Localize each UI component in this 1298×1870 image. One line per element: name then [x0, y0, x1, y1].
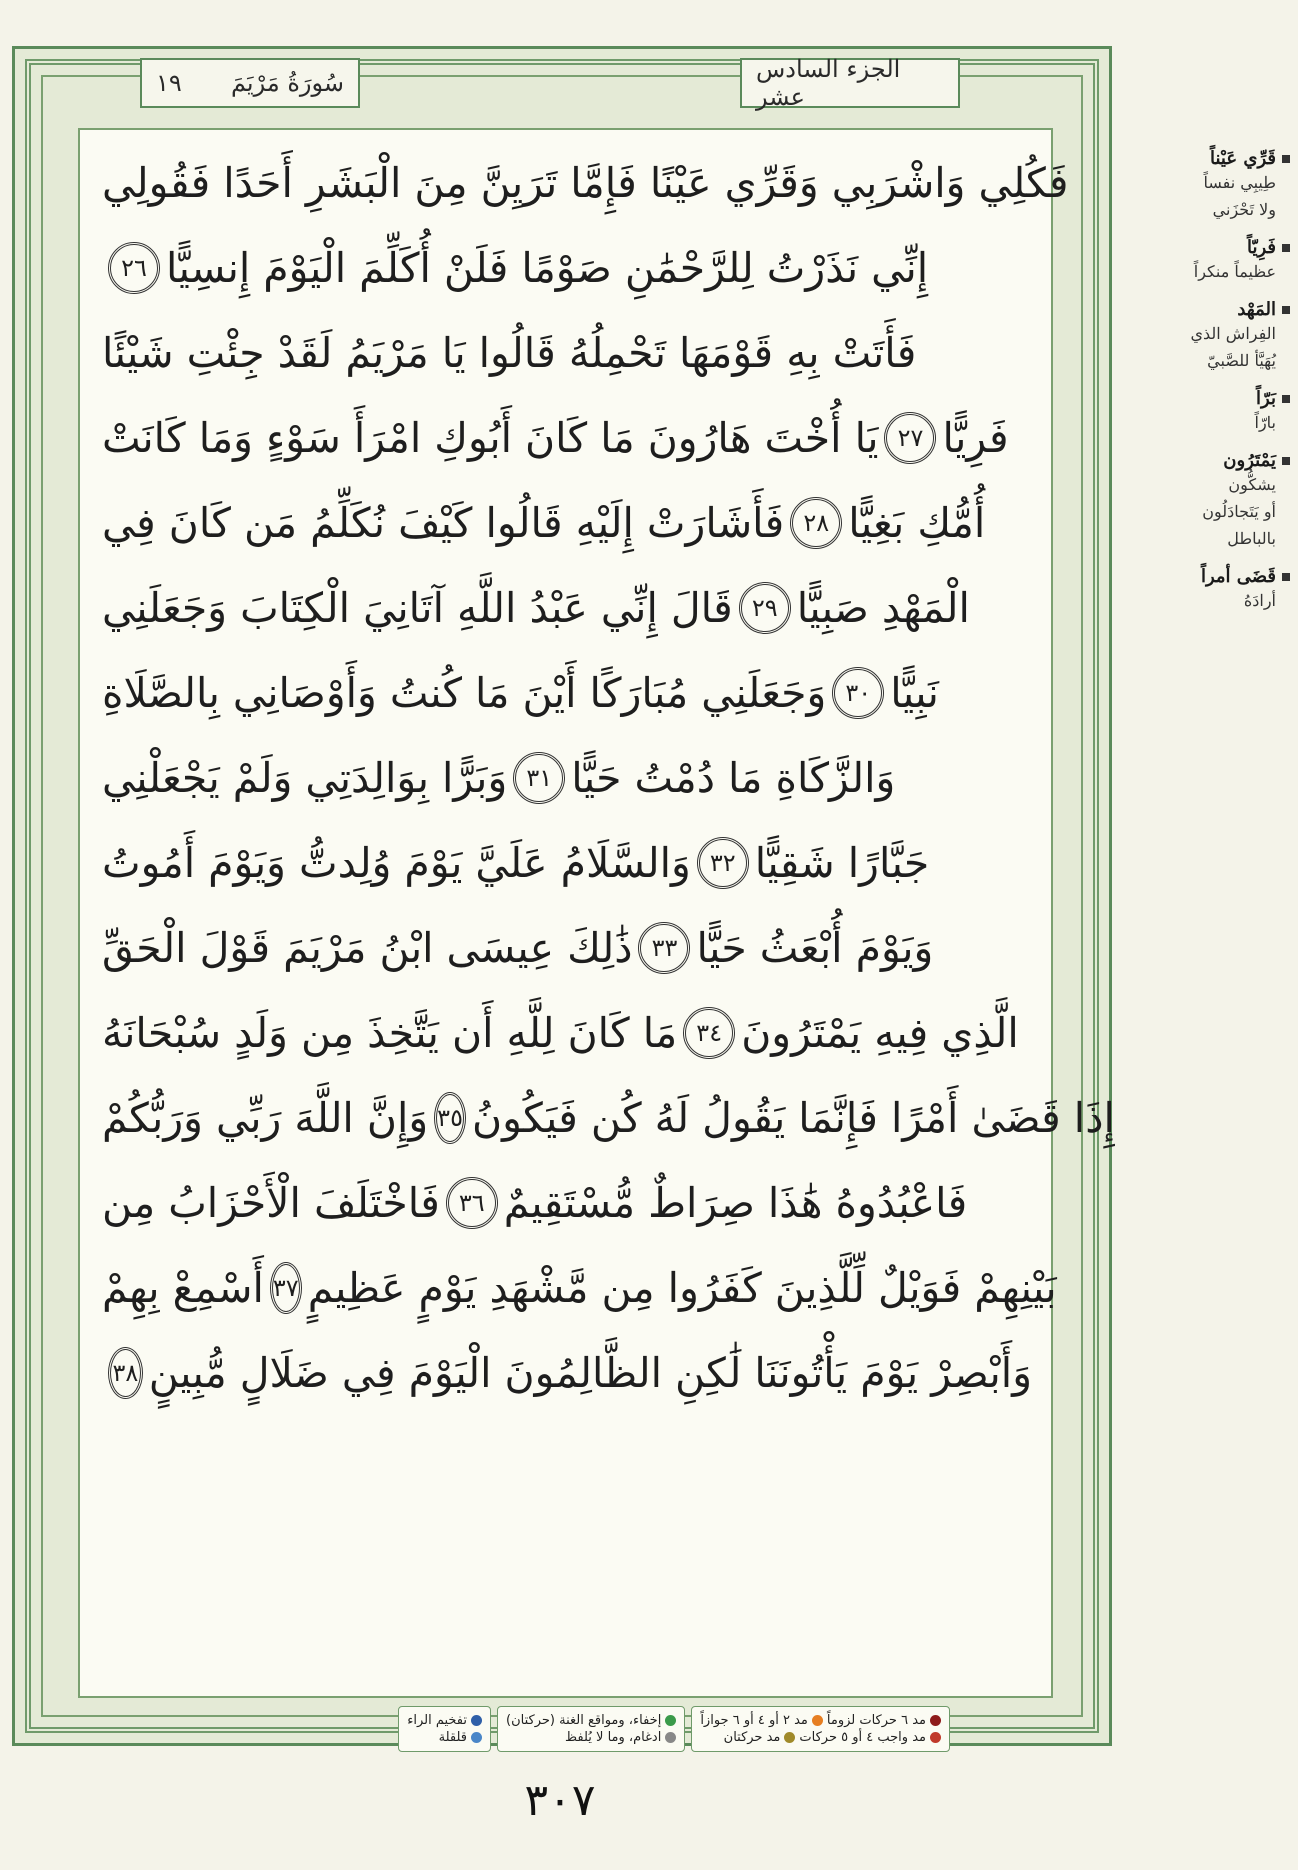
ayah-marker: ٢٨ — [790, 497, 842, 549]
verse-text: فَاعْبُدُوهُ هَٰذَا صِرَاطٌ مُّسْتَقِيمٌ — [503, 1178, 968, 1227]
glossary-word: قَضَى أمراً — [1200, 566, 1276, 587]
verse-line — [102, 990, 1032, 1075]
verse-text: وَيَوْمَ أُبْعَثُ حَيًّا — [696, 923, 934, 972]
ayah-marker: ٢٩ — [739, 582, 791, 634]
glossary-sidebar — [1130, 148, 1290, 628]
glossary-word: المَهْد — [1237, 299, 1276, 320]
verse-text: فَاخْتَلَفَ الْأَحْزَابُ مِن — [102, 1178, 440, 1227]
verse-text: مَا كَانَ لِلَّهِ أَن يَتَّخِذَ مِن وَلَدٍ سُبْحَانَهُ — [102, 1008, 678, 1057]
legend-color-dot — [930, 1715, 941, 1726]
glossary-entry — [1130, 237, 1290, 285]
legend-item — [506, 1713, 676, 1728]
bullet-icon — [1282, 573, 1290, 581]
verse-text: يَا أُخْتَ هَارُونَ مَا كَانَ أَبُوكِ امْرَأَ سَوْءٍ وَمَا كَانَتْ — [102, 413, 879, 462]
verse-text: فَأَشَارَتْ إِلَيْهِ قَالُوا كَيْفَ نُكَلِّمُ مَن كَانَ فِي — [102, 498, 785, 547]
glossary-entry — [1130, 566, 1290, 614]
verse-text: وَإِنَّ اللَّهَ رَبِّي وَرَبُّكُمْ — [102, 1093, 429, 1142]
verse-text: وَالسَّلَامُ عَلَيَّ يَوْمَ وُلِدتُّ وَيَوْمَ أَمُوتُ — [102, 838, 691, 887]
legend-label: مد ٦ حركات لزوماً — [826, 1713, 926, 1728]
legend-box-madd — [691, 1706, 950, 1752]
verse-text: أَسْمِعْ بِهِمْ — [102, 1263, 264, 1312]
verse-text: وَبَرًّا بِوَالِدَتِي وَلَمْ يَجْعَلْنِي — [102, 753, 508, 802]
verse-line — [102, 565, 1032, 650]
verse-text: جَبَّارًا شَقِيًّا — [754, 838, 930, 887]
verse-text: وَالزَّكَاةِ مَا دُمْتُ حَيًّا — [571, 753, 896, 802]
glossary-entry — [1130, 388, 1290, 436]
tajweed-legend — [190, 1706, 950, 1752]
ayah-marker: ٣٨ — [108, 1347, 143, 1399]
verse-line — [102, 650, 1032, 735]
legend-item — [700, 1730, 941, 1745]
legend-item — [700, 1713, 941, 1728]
page-header — [140, 55, 960, 114]
bullet-icon — [1282, 306, 1290, 314]
legend-label: إخفاء، ومواقع الغنة (حركتان) — [506, 1713, 662, 1728]
legend-label: قلقلة — [438, 1730, 467, 1745]
ayah-marker: ٣١ — [513, 752, 565, 804]
legend-color-dot — [665, 1732, 676, 1743]
glossary-entry — [1130, 450, 1290, 552]
ayah-marker: ٣٣ — [638, 922, 690, 974]
verse-text: الَّذِي فِيهِ يَمْتَرُونَ — [741, 1008, 1019, 1057]
glossary-headword — [1130, 299, 1290, 320]
bullet-icon — [1282, 155, 1290, 163]
glossary-word: قَرِّي عَيْناً — [1210, 148, 1276, 169]
legend-color-dot — [471, 1732, 482, 1743]
glossary-headword — [1130, 388, 1290, 409]
glossary-definition: عظيماً منكراً — [1193, 262, 1276, 281]
legend-color-dot — [930, 1732, 941, 1743]
legend-label: مد واجب ٤ أو ٥ حركات — [799, 1730, 926, 1745]
glossary-definition: بارّاً — [1254, 413, 1276, 432]
verse-line — [102, 140, 1069, 225]
legend-color-dot — [665, 1715, 676, 1726]
verse-line — [102, 1330, 1032, 1415]
ayah-marker: ٣٤ — [683, 1007, 735, 1059]
glossary-entry — [1130, 299, 1290, 374]
bullet-icon — [1282, 395, 1290, 403]
verse-text: نَبِيًّا — [890, 668, 939, 717]
surah-header — [140, 58, 360, 108]
verse-text: ذَٰلِكَ عِيسَى ابْنُ مَرْيَمَ قَوْلَ الْحَقِّ — [102, 923, 633, 972]
bullet-icon — [1282, 457, 1290, 465]
glossary-definition: يُهَيَّأ للصَّبيّ — [1207, 351, 1276, 370]
verse-line — [102, 1245, 1057, 1330]
glossary-headword — [1130, 566, 1290, 587]
legend-item — [407, 1730, 482, 1745]
verse-line — [102, 1075, 1115, 1160]
glossary-headword — [1130, 450, 1290, 471]
legend-label: ادغام، وما لا يُلفظ — [565, 1730, 662, 1745]
verse-text: وَجَعَلَنِي مُبَارَكًا أَيْنَ مَا كُنتُ وَأَوْصَانِي بِالصَّلَاةِ — [102, 668, 827, 717]
ayah-marker: ٣٢ — [697, 837, 749, 889]
legend-item — [407, 1713, 482, 1728]
page-number: ٣٠٧ — [524, 1775, 596, 1826]
ayah-marker: ٣٦ — [446, 1177, 498, 1229]
verse-text: فَرِيًّا — [942, 413, 1009, 462]
glossary-definition: يشكُّون — [1228, 475, 1276, 494]
verse-text: فَأَتَتْ بِهِ قَوْمَهَا تَحْمِلُهُ قَالُوا يَا مَرْيَمُ لَقَدْ جِئْتِ شَيْئًا — [102, 328, 917, 377]
verse-text: إِنِّي نَذَرْتُ لِلرَّحْمَٰنِ صَوْمًا فَلَنْ أُكَلِّمَ الْيَوْمَ إِنسِيًّا — [166, 243, 929, 292]
glossary-definition: ولا تَحْزَني — [1212, 200, 1276, 219]
verse-text: فَكُلِي وَاشْرَبِي وَقَرِّي عَيْنًا فَإِمَّا تَرَيِنَّ مِنَ الْبَشَرِ أَحَدًا فَقُولِي — [102, 158, 1069, 207]
legend-item — [506, 1730, 676, 1745]
glossary-headword — [1130, 148, 1290, 169]
verse-line — [102, 225, 1032, 310]
glossary-definition: أو يَتَجادَلُون — [1202, 502, 1276, 521]
glossary-definition: بالباطل — [1227, 529, 1276, 548]
glossary-headword — [1130, 237, 1290, 258]
glossary-word: فَرِيّاً — [1246, 237, 1276, 258]
bullet-icon — [1282, 244, 1290, 252]
verse-text: الْمَهْدِ صَبِيًّا — [796, 583, 970, 632]
verse-text: وَأَبْصِرْ يَوْمَ يَأْتُونَنَا لَٰكِنِ الظَّالِمُونَ الْيَوْمَ فِي ضَلَالٍ مُّبِينٍ — [148, 1348, 1032, 1397]
glossary-definition: طِيبِي نفساً — [1203, 173, 1276, 192]
juz-name: الجزء السادس عشر — [756, 55, 901, 111]
verse-line — [102, 820, 1032, 905]
verse-text: قَالَ إِنِّي عَبْدُ اللَّهِ آتَانِيَ الْكِتَابَ وَجَعَلَنِي — [102, 583, 733, 632]
verse-line — [102, 395, 1032, 480]
glossary-definition: أرادَهُ — [1243, 591, 1276, 610]
ayah-marker: ٣٧ — [270, 1262, 302, 1314]
verse-line — [102, 310, 1032, 395]
surah-name: سُورَةُ مَرْيَمَ — [230, 69, 344, 97]
glossary-definition: الفِراش الذي — [1190, 324, 1276, 343]
glossary-word: يَمْتَرُون — [1223, 450, 1276, 471]
ayah-marker: ٣٠ — [832, 667, 884, 719]
legend-label: مد حركتان — [723, 1730, 781, 1745]
ayah-marker: ٢٧ — [884, 412, 936, 464]
legend-color-dot — [812, 1715, 823, 1726]
ayah-marker: ٣٥ — [434, 1092, 466, 1144]
ayah-marker: ٢٦ — [108, 242, 160, 294]
surah-number: ١٩ — [156, 69, 182, 97]
legend-box-ghunna — [497, 1706, 685, 1752]
verse-line — [102, 735, 1032, 820]
verse-text: إِذَا قَضَىٰ أَمْرًا فَإِنَّمَا يَقُولُ لَهُ كُن فَيَكُونُ — [471, 1093, 1115, 1142]
verse-line — [102, 1160, 1032, 1245]
verse-text: بَيْنِهِمْ فَوَيْلٌ لِّلَّذِينَ كَفَرُوا مِن مَّشْهَدِ يَوْمٍ عَظِيمٍ — [307, 1263, 1057, 1312]
legend-color-dot — [471, 1715, 482, 1726]
legend-label: تفخيم الراء — [407, 1713, 467, 1728]
verse-line — [102, 480, 1032, 565]
legend-color-dot — [784, 1732, 795, 1743]
verse-text: أُمُّكِ بَغِيًّا — [848, 498, 986, 547]
verse-lines — [102, 140, 1115, 1415]
legend-label: مد ٢ أو ٤ أو ٦ جوازاً — [700, 1713, 808, 1728]
glossary-word: بَرّاً — [1256, 388, 1276, 409]
verse-line — [102, 905, 1032, 990]
glossary-entry — [1130, 148, 1290, 223]
legend-box-tafkhim — [398, 1706, 491, 1752]
juz-header — [740, 55, 960, 111]
